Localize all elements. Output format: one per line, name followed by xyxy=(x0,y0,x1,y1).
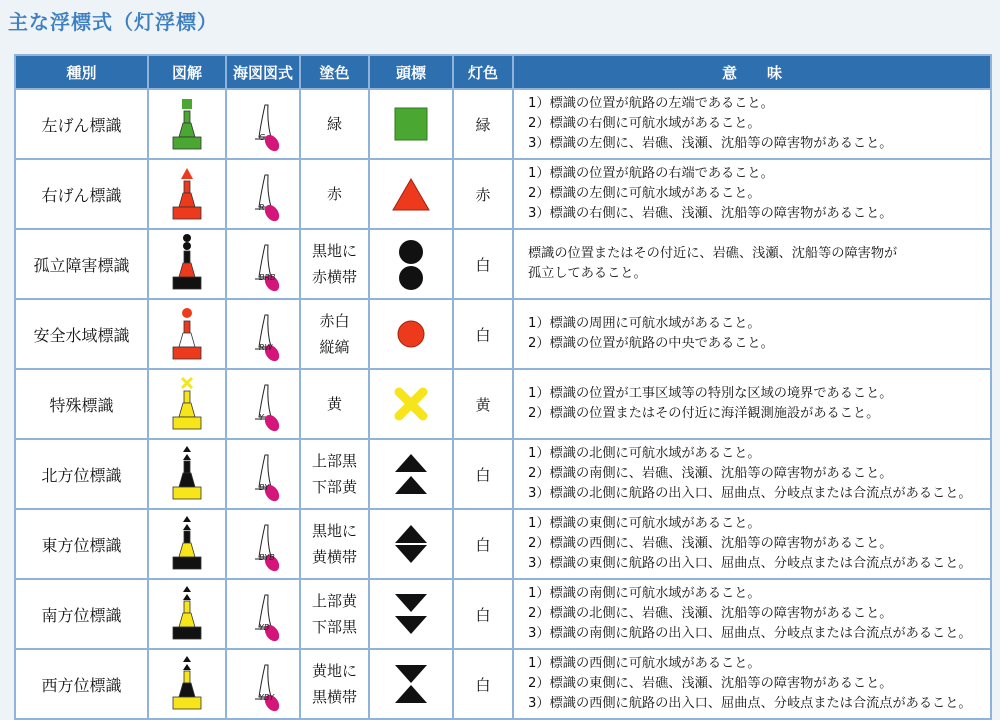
paint-line: 黄 xyxy=(326,395,342,413)
meaning-line: 1）標識の周囲に可航水域があること。 xyxy=(528,316,761,331)
cell-paint xyxy=(300,509,369,579)
table-row xyxy=(15,649,991,719)
cell-type: 孤立障害標識 xyxy=(15,229,148,299)
chart-symbol-icon xyxy=(243,93,283,155)
cell-type: 右げん標識 xyxy=(15,159,148,229)
cell-type: 南方位標識 xyxy=(15,579,148,649)
paint-line: 赤横帯 xyxy=(311,268,357,286)
cell-topmark xyxy=(369,299,453,369)
yellow-x-topmark-icon xyxy=(389,376,433,432)
cell-meaning xyxy=(513,649,991,719)
table-row xyxy=(15,299,991,369)
buoy-diagram-icon xyxy=(167,373,207,435)
cell-light: 黄 xyxy=(453,369,513,439)
paint-line: 縦縞 xyxy=(319,338,350,356)
paint-line: 赤 xyxy=(326,185,342,203)
table-row xyxy=(15,509,991,579)
cell-paint xyxy=(300,369,369,439)
cell-diagram xyxy=(148,369,226,439)
cell-topmark xyxy=(369,439,453,509)
buoy-diagram-icon xyxy=(167,653,207,715)
paint-line: 黄地に xyxy=(311,662,357,680)
table-row xyxy=(15,439,991,509)
svg-text:BRB: BRB xyxy=(259,273,276,282)
cell-topmark xyxy=(369,159,453,229)
cell-type: 安全水域標識 xyxy=(15,299,148,369)
meaning-line: 2）標識の南側に、岩礁、浅瀬、沈船等の障害物があること。 xyxy=(528,466,893,481)
cell-type: 左げん標識 xyxy=(15,89,148,159)
svg-text:RW: RW xyxy=(259,343,273,352)
cell-chart xyxy=(226,579,300,649)
paint-line: 黒横帯 xyxy=(311,688,357,706)
cell-topmark xyxy=(369,369,453,439)
buoy-diagram-icon xyxy=(167,303,207,365)
cell-paint xyxy=(300,229,369,299)
meaning-line: 1）標識の東側に可航水域があること。 xyxy=(528,516,761,531)
svg-text:BY: BY xyxy=(259,483,270,492)
meaning-line: 1）標識の南側に可航水域があること。 xyxy=(528,586,761,601)
chart-symbol-icon xyxy=(243,513,283,575)
cell-type: 北方位標識 xyxy=(15,439,148,509)
cell-paint xyxy=(300,439,369,509)
buoy-diagram-icon xyxy=(167,443,207,505)
cell-chart xyxy=(226,369,300,439)
meaning-line: 3）標識の左側に、岩礁、浅瀬、沈船等の障害物があること。 xyxy=(528,136,893,151)
red-triangle-topmark-icon xyxy=(389,166,433,222)
cell-topmark xyxy=(369,89,453,159)
meaning-line: 標識の位置またはその付近に、岩礁、浅瀬、沈船等の障害物が xyxy=(528,246,898,261)
cell-meaning xyxy=(513,509,991,579)
buoy-diagram-icon xyxy=(167,583,207,645)
cell-chart xyxy=(226,509,300,579)
cell-diagram xyxy=(148,299,226,369)
cell-light: 赤 xyxy=(453,159,513,229)
cell-light: 白 xyxy=(453,439,513,509)
cell-paint xyxy=(300,649,369,719)
meaning-line: 孤立してあること。 xyxy=(528,266,647,281)
cell-light: 白 xyxy=(453,649,513,719)
svg-text:YBY: YBY xyxy=(259,693,275,702)
cell-diagram xyxy=(148,509,226,579)
two-black-balls-topmark-icon xyxy=(389,236,433,292)
table-row xyxy=(15,369,991,439)
chart-symbol-icon xyxy=(243,233,283,295)
paint-line: 上部黄 xyxy=(311,592,357,610)
paint-line: 下部黒 xyxy=(311,618,357,636)
meaning-line: 2）標識の位置が航路の中央であること。 xyxy=(528,336,774,351)
paint-line: 赤白 xyxy=(319,312,350,330)
chart-symbol-icon xyxy=(243,163,283,225)
cell-topmark xyxy=(369,649,453,719)
svg-text:R: R xyxy=(259,203,265,212)
cell-chart xyxy=(226,159,300,229)
cell-paint xyxy=(300,299,369,369)
cell-chart xyxy=(226,439,300,509)
cell-paint xyxy=(300,159,369,229)
meaning-line: 2）標識の位置またはその付近に海洋観測施設があること。 xyxy=(528,406,880,421)
meaning-line: 3）標識の南側に航路の出入口、屈曲点、分岐点または合流点があること。 xyxy=(528,626,972,641)
green-square-topmark-icon xyxy=(389,96,433,152)
cell-topmark xyxy=(369,579,453,649)
cell-light: 白 xyxy=(453,509,513,579)
paint-line: 緑 xyxy=(326,115,342,133)
cell-chart xyxy=(226,229,300,299)
cell-light: 白 xyxy=(453,579,513,649)
buoy-table xyxy=(14,54,992,720)
header-type: 種別 xyxy=(15,55,148,89)
svg-text:G: G xyxy=(259,133,266,142)
cell-paint xyxy=(300,89,369,159)
cones-down-down-topmark-icon xyxy=(389,586,433,642)
meaning-line: 1）標識の位置が工事区域等の特別な区域の境界であること。 xyxy=(528,386,893,401)
cell-topmark xyxy=(369,509,453,579)
cell-chart xyxy=(226,299,300,369)
header-light: 灯色 xyxy=(453,55,513,89)
cell-meaning xyxy=(513,579,991,649)
red-ball-topmark-icon xyxy=(389,306,433,362)
meaning-line: 1）標識の位置が航路の右端であること。 xyxy=(528,166,774,181)
cell-meaning xyxy=(513,439,991,509)
meaning-line: 1）標識の北側に可航水域があること。 xyxy=(528,446,761,461)
table-row xyxy=(15,579,991,649)
meaning-line: 2）標識の北側に、岩礁、浅瀬、沈船等の障害物があること。 xyxy=(528,606,893,621)
chart-symbol-icon xyxy=(243,443,283,505)
table-row xyxy=(15,229,991,299)
cell-type: 特殊標識 xyxy=(15,369,148,439)
cell-topmark xyxy=(369,229,453,299)
chart-symbol-icon xyxy=(243,583,283,645)
paint-line: 黄横帯 xyxy=(311,548,357,566)
cell-meaning xyxy=(513,159,991,229)
meaning-line: 2）標識の左側に可航水域があること。 xyxy=(528,186,761,201)
cell-meaning xyxy=(513,229,991,299)
buoy-diagram-icon xyxy=(167,513,207,575)
cell-diagram xyxy=(148,649,226,719)
svg-text:YB: YB xyxy=(259,623,270,632)
meaning-line: 2）標識の右側に可航水域があること。 xyxy=(528,116,761,131)
meaning-line: 3）標識の北側に航路の出入口、屈曲点、分岐点または合流点があること。 xyxy=(528,486,972,501)
cell-light: 白 xyxy=(453,299,513,369)
meaning-line: 2）標識の西側に、岩礁、浅瀬、沈船等の障害物があること。 xyxy=(528,536,893,551)
cell-meaning xyxy=(513,299,991,369)
cell-diagram xyxy=(148,229,226,299)
cell-chart xyxy=(226,89,300,159)
paint-line: 上部黒 xyxy=(311,452,357,470)
paint-line: 黒地に xyxy=(311,242,357,260)
buoy-diagram-icon xyxy=(167,93,207,155)
paint-line: 黒地に xyxy=(311,522,357,540)
buoy-diagram-icon xyxy=(167,233,207,295)
chart-symbol-icon xyxy=(243,653,283,715)
cell-diagram xyxy=(148,439,226,509)
meaning-line: 2）標識の東側に、岩礁、浅瀬、沈船等の障害物があること。 xyxy=(528,676,893,691)
table-row xyxy=(15,159,991,229)
header-diagram: 図解 xyxy=(148,55,226,89)
svg-text:Y: Y xyxy=(259,413,264,422)
meaning-line: 3）標識の右側に、岩礁、浅瀬、沈船等の障害物があること。 xyxy=(528,206,893,221)
buoy-diagram-icon xyxy=(167,163,207,225)
header-chart: 海図図式 xyxy=(226,55,300,89)
cell-chart xyxy=(226,649,300,719)
meaning-line: 3）標識の西側に航路の出入口、屈曲点、分岐点または合流点があること。 xyxy=(528,696,972,711)
meaning-line: 3）標識の東側に航路の出入口、屈曲点、分岐点または合流点があること。 xyxy=(528,556,972,571)
meaning-line: 1）標識の西側に可航水域があること。 xyxy=(528,656,761,671)
chart-symbol-icon xyxy=(243,373,283,435)
cell-diagram xyxy=(148,159,226,229)
cell-light: 白 xyxy=(453,229,513,299)
page-title: 主な浮標式（灯浮標） xyxy=(8,10,218,34)
chart-symbol-icon xyxy=(243,303,283,365)
svg-text:BYB: BYB xyxy=(259,553,275,562)
cones-diamond-topmark-icon xyxy=(389,516,433,572)
cell-meaning xyxy=(513,369,991,439)
cones-hourglass-topmark-icon xyxy=(389,656,433,712)
cones-up-up-topmark-icon xyxy=(389,446,433,502)
header-paint: 塗色 xyxy=(300,55,369,89)
header-meaning: 意 味 xyxy=(513,55,991,89)
cell-light: 緑 xyxy=(453,89,513,159)
cell-paint xyxy=(300,579,369,649)
meaning-line: 1）標識の位置が航路の左端であること。 xyxy=(528,96,774,111)
paint-line: 下部黄 xyxy=(311,478,357,496)
table-row xyxy=(15,89,991,159)
cell-type: 東方位標識 xyxy=(15,509,148,579)
header-row xyxy=(15,55,991,89)
cell-diagram xyxy=(148,579,226,649)
cell-diagram xyxy=(148,89,226,159)
cell-meaning xyxy=(513,89,991,159)
cell-type: 西方位標識 xyxy=(15,649,148,719)
header-topmark: 頭標 xyxy=(369,55,453,89)
